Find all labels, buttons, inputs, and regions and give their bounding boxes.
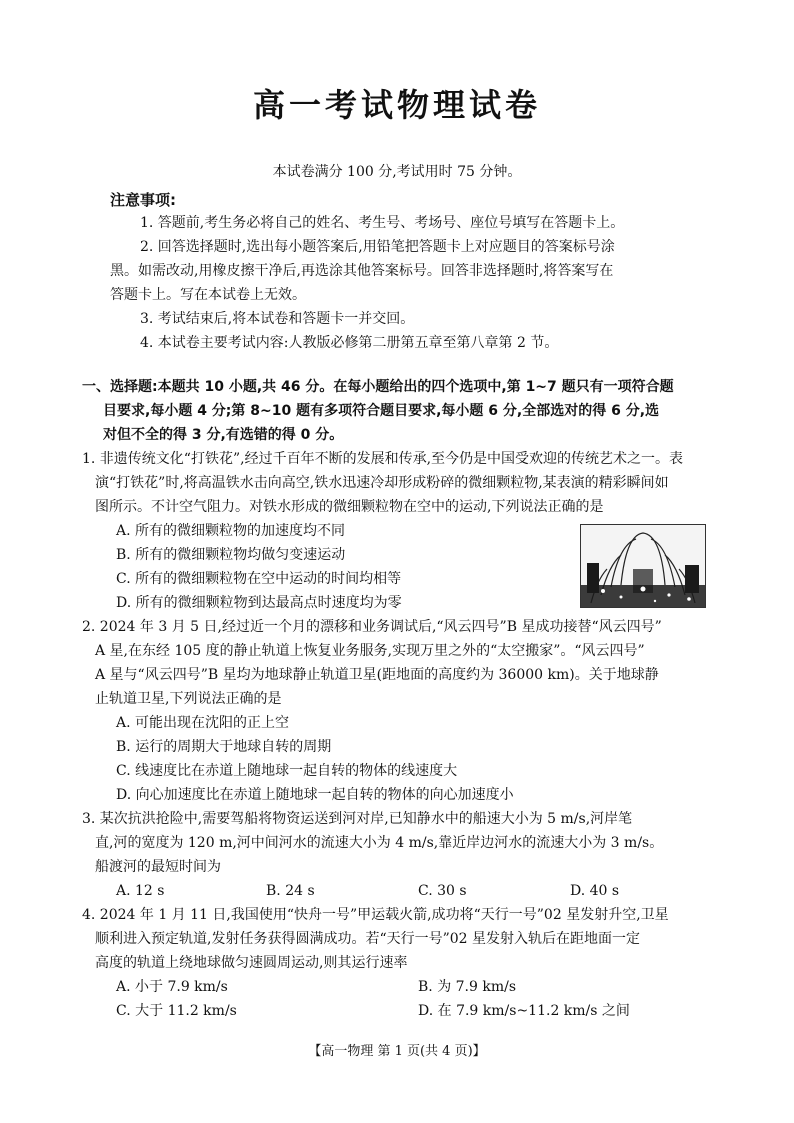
q2-option-c: C. 线速度比在赤道上随地球一起自转的物体的线速度大 — [116, 763, 458, 779]
iron-flower-photo — [580, 524, 706, 608]
section-instructions-line-1: 一、选择题:本题共 10 小题,共 46 分。在每小题给出的四个选项中,第 1~7 题只有一项符合题 — [82, 379, 674, 395]
q2-stem-line-2: A 星,在东经 105 度的静止轨道上恢复业务服务,实现万里之外的“太空搬家”。“风云四号” — [95, 643, 645, 659]
q2-stem-line-3: A 星与“风云四号”B 星均为地球静止轨道卫星(距地面的高度约为 36000 km)。关于地球静 — [95, 667, 659, 683]
notice-item-4: 4. 本试卷主要考试内容:人教版必修第二册第五章至第八章第 2 节。 — [140, 335, 559, 351]
q3-stem-line-3: 船渡河的最短时间为 — [95, 859, 221, 875]
section-instructions-line-2: 目要求,每小题 4 分;第 8~10 题有多项符合题目要求,每小题 6 分,全部选对的得 6 分,选 — [103, 403, 660, 419]
notice-item-1: 1. 答题前,考生务必将自己的姓名、考生号、考场号、座位号填写在答题卡上。 — [140, 215, 625, 231]
q4-option-d: D. 在 7.9 km/s~11.2 km/s 之间 — [418, 1003, 630, 1019]
q4-option-a: A. 小于 7.9 km/s — [116, 979, 228, 995]
q3-option-b: B. 24 s — [266, 883, 315, 899]
q3-option-d: D. 40 s — [570, 883, 620, 899]
exam-subtitle: 本试卷满分 100 分,考试用时 75 分钟。 — [272, 164, 522, 180]
q4-option-b: B. 为 7.9 km/s — [418, 979, 517, 995]
notice-item-2-line-1: 2. 回答选择题时,选出每小题答案后,用铅笔把答题卡上对应题目的答案标号涂 — [140, 239, 615, 255]
q1-stem-line-2: 演“打铁花”时,将高温铁水击向高空,铁水迅速冷却形成粉碎的微细颗粒物,某表演的精彩瞬间如 — [95, 475, 669, 491]
q1-option-a: A. 所有的微细颗粒物的加速度均不同 — [116, 523, 346, 539]
notice-item-2-line-3: 答题卡上。写在本试卷上无效。 — [110, 287, 306, 303]
page-footer: 【高一物理 第 1 页(共 4 页)】 — [308, 1044, 486, 1059]
q2-option-b: B. 运行的周期大于地球自转的周期 — [116, 739, 332, 755]
q2-option-d: D. 向心加速度比在赤道上随地球一起自转的物体的向心加速度小 — [116, 787, 514, 803]
q4-option-c: C. 大于 11.2 km/s — [116, 1003, 237, 1019]
q1-option-d: D. 所有的微细颗粒物到达最高点时速度均为零 — [116, 595, 402, 611]
q1-stem-line-3: 图所示。不计空气阻力。对铁水形成的微细颗粒物在空中的运动,下列说法正确的是 — [95, 499, 604, 515]
exam-title: 高一考试物理试卷 — [252, 86, 541, 124]
notice-item-3: 3. 考试结束后,将本试卷和答题卡一并交回。 — [140, 311, 415, 327]
q1-option-b: B. 所有的微细颗粒物均做匀变速运动 — [116, 547, 346, 563]
q2-option-a: A. 可能出现在沈阳的正上空 — [116, 715, 290, 731]
q4-stem-line-2: 顺利进入预定轨道,发射任务获得圆满成功。若“天行一号”02 星发射入轨后在距地面一定 — [95, 931, 641, 947]
q4-stem-line-3: 高度的轨道上绕地球做匀速圆周运动,则其运行速率 — [95, 955, 408, 971]
q3-option-a: A. 12 s — [116, 883, 165, 899]
q3-stem-line-2: 直,河的宽度为 120 m,河中间河水的流速大小为 4 m/s,靠近岸边河水的流速大小为 3 m/s。 — [95, 835, 664, 851]
q3-option-c: C. 30 s — [418, 883, 467, 899]
notice-item-2-line-2: 黑。如需改动,用橡皮擦干净后,再选涂其他答案标号。回答非选择题时,将答案写在 — [110, 263, 614, 279]
section-instructions-line-3: 对但不全的得 3 分,有选错的得 0 分。 — [103, 427, 344, 443]
q2-stem-line-4: 止轨道卫星,下列说法正确的是 — [95, 691, 282, 707]
q4-stem-line-1: 4. 2024 年 1 月 11 日,我国使用“快舟一号”甲运载火箭,成功将“天行一号”02 星发射升空,卫星 — [82, 907, 669, 923]
q3-stem-line-1: 3. 某次抗洪抢险中,需要驾船将物资运送到河对岸,已知静水中的船速大小为 5 m/s,河岸笔 — [82, 811, 633, 827]
q1-stem-line-1: 1. 非遗传统文化“打铁花”,经过千百年不断的发展和传承,至今仍是中国受欢迎的传统艺术之一。表 — [82, 451, 684, 467]
notice-heading: 注意事项: — [110, 191, 176, 209]
q1-option-c: C. 所有的微细颗粒物在空中运动的时间均相等 — [116, 571, 402, 587]
q2-stem-line-1: 2. 2024 年 3 月 5 日,经过近一个月的漂移和业务调试后,“风云四号”B 星成功接替“风云四号” — [82, 619, 662, 635]
